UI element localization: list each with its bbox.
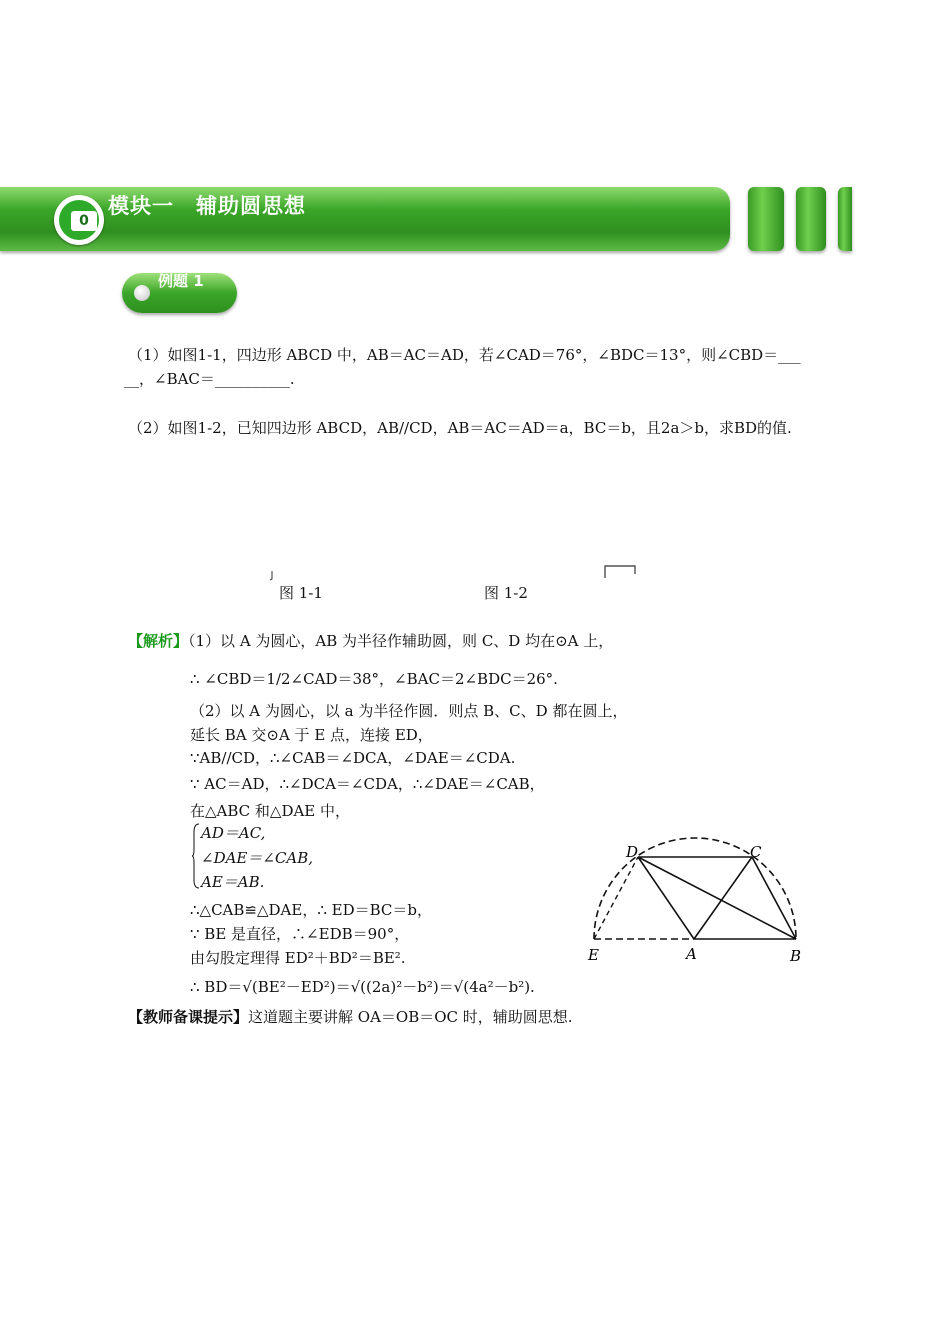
solution-line-5: ∵AB//CD，∴∠CAB＝∠DCA，∠DAE＝∠CDA. [190, 749, 516, 767]
system-line-3: AE＝AB. [201, 873, 265, 891]
module-badge [54, 195, 104, 245]
solution-line-11: ∴△CAB≌△DAE，∴ ED＝BC＝b， [190, 901, 432, 919]
module-title: 模块一 辅助圆思想 [108, 194, 306, 218]
solution-line-2: ∴ ∠CBD＝1/2∠CAD＝38°，∠BAC＝2∠BDC＝26°. [190, 670, 558, 688]
teacher-tip-label: 【教师备课提示】 [128, 1008, 249, 1026]
system-line-2: ∠DAE＝∠CAB, [201, 849, 314, 867]
solution-label: 【解析】 [128, 632, 189, 650]
label-B: B [790, 947, 802, 965]
fig2-caption: 图 1-2 [484, 584, 528, 602]
label-A: A [686, 945, 697, 963]
problem-part2: （2）如图1-2，已知四边形 ABCD，AB//CD，AB＝AC＝AD＝a，BC＝b，且2a＞b，求BD的值. [128, 419, 792, 437]
label-E: E [588, 946, 599, 964]
label-C: C [750, 843, 762, 861]
teacher-tip-text: 这道题主要讲解 OA＝OB＝OC 时，辅助圆思想. [248, 1008, 573, 1026]
banner-bar-3 [838, 187, 852, 251]
problem-part1-line2: __，∠BAC＝__________. [124, 370, 295, 388]
solution-line-4: 延长 BA 交⊙A 于 E 点，连接 ED， [190, 726, 433, 744]
solution-line-13: 由勾股定理得 ED²＋BD²＝BE². [190, 949, 406, 967]
solution-line-3: （2）以 A 为圆心，以 a 为半径作圆．则点 B、C、D 都在圆上， [190, 702, 628, 720]
solution-line-6: ∵ AC＝AD，∴∠DCA＝∠CDA，∴∠DAE＝∠CAB， [190, 775, 545, 793]
fig1-remnant [268, 570, 276, 582]
label-D: D [626, 843, 639, 861]
segment-DA [638, 857, 694, 939]
system-line-1: AD＝AC, [201, 824, 266, 842]
example-label: 例题 1 [158, 272, 204, 290]
solution-text-1: （1）以 A 为圆心，AB 为半径作辅助圆，则 C、D 均在⊙A 上， [188, 632, 614, 650]
segment-DB [638, 857, 796, 939]
system-brace [191, 822, 201, 890]
fig2-remnant [602, 562, 638, 582]
banner-bar-1 [748, 187, 784, 251]
solution-line-14: ∴ BD＝√(BE²－ED²)＝√((2a)²－b²)＝√(4a²－b²). [190, 978, 535, 996]
problem-part1-line1: （1）如图1-1，四边形 ABCD 中，AB＝AC＝AD，若∠CAD＝76°，∠BDC＝13°，则∠CBD＝___ [128, 346, 801, 364]
solution-line-12: ∵ BE 是直径，∴∠EDB＝90°， [190, 925, 410, 943]
pill-dot-icon [134, 285, 150, 301]
badge-number: 0 [71, 211, 97, 231]
teacher-tip [128, 1006, 573, 1027]
banner-bar-2 [796, 187, 826, 251]
geometry-diagram [580, 830, 810, 970]
segment-CA [694, 857, 752, 939]
segment-ED [594, 857, 638, 939]
fig1-caption: 图 1-1 [279, 584, 323, 602]
solution-line-1 [128, 630, 613, 651]
badge-inner-circle [59, 200, 99, 240]
solution-line-7: 在△ABC 和△DAE 中， [190, 802, 351, 820]
